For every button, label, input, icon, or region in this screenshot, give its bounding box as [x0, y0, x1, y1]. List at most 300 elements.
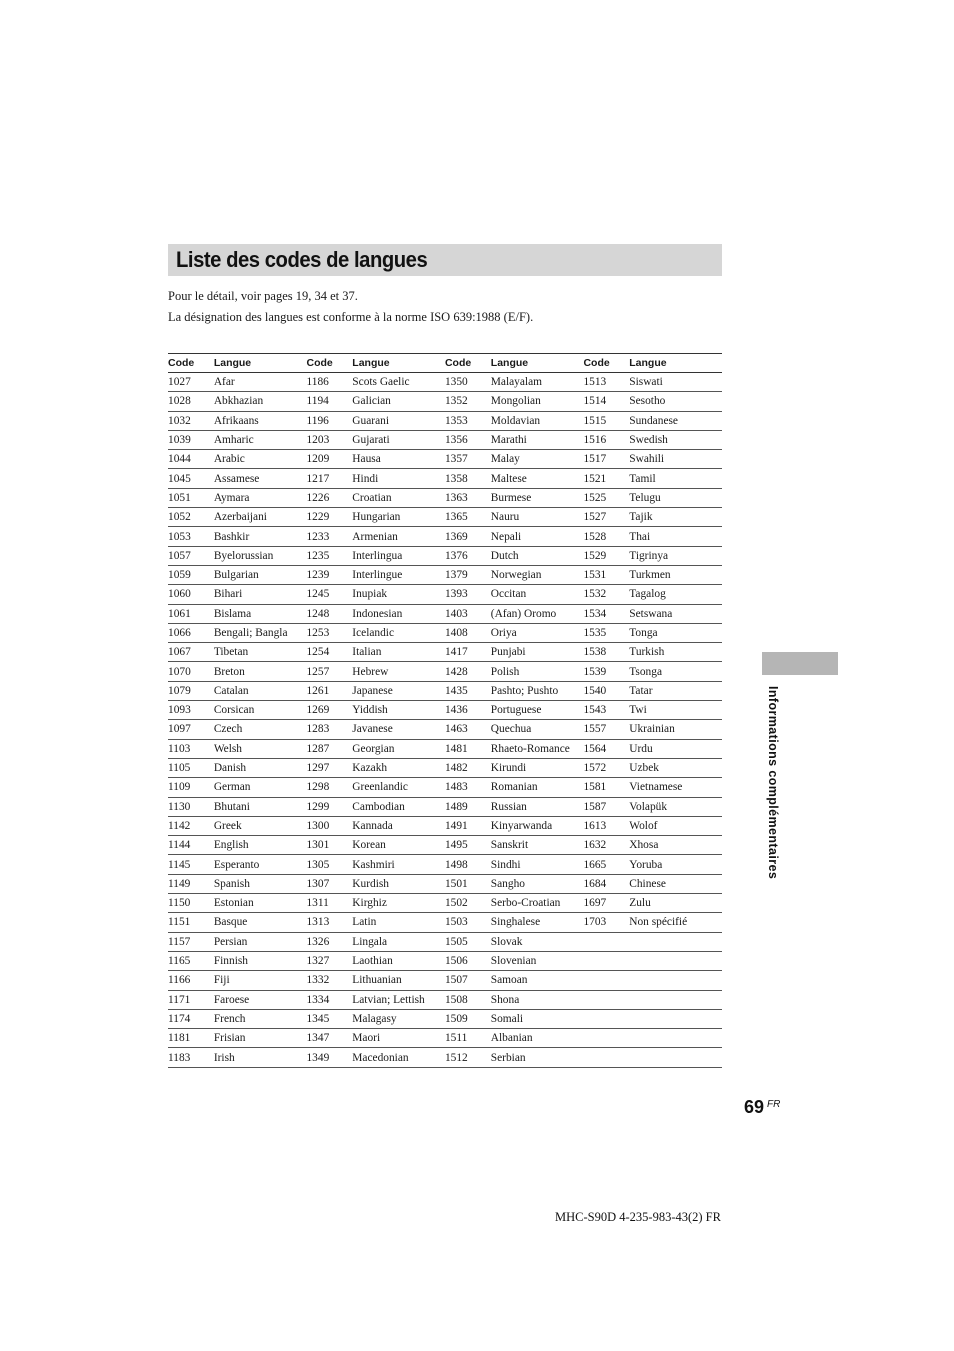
table-row	[168, 836, 722, 855]
code-cell: 1529	[583, 546, 629, 565]
table-row	[168, 932, 722, 951]
table-row	[168, 643, 722, 662]
language-cell: Romanian	[491, 778, 584, 797]
header-code: Code	[168, 354, 214, 373]
table-row	[168, 855, 722, 874]
language-cell: Nepali	[491, 527, 584, 546]
table-row	[168, 430, 722, 449]
code-cell: 1109	[168, 778, 214, 797]
code-cell: 1535	[583, 623, 629, 642]
language-cell: Kazakh	[352, 758, 445, 777]
language-cell: Javanese	[352, 720, 445, 739]
code-cell: 1066	[168, 623, 214, 642]
code-cell: 1057	[168, 546, 214, 565]
code-cell: 1511	[445, 1029, 491, 1048]
language-cell: Quechua	[491, 720, 584, 739]
language-cell: Mongolian	[491, 392, 584, 411]
language-cell: Afar	[214, 373, 307, 392]
code-cell: 1684	[583, 874, 629, 893]
code-cell: 1145	[168, 855, 214, 874]
header-language: Langue	[629, 354, 722, 373]
code-cell: 1226	[306, 488, 352, 507]
language-cell: French	[214, 1009, 307, 1028]
title-bar	[168, 244, 722, 276]
language-cell: Lithuanian	[352, 971, 445, 990]
code-cell: 1052	[168, 508, 214, 527]
language-cell: Sesotho	[629, 392, 722, 411]
code-cell: 1059	[168, 565, 214, 584]
code-cell: 1051	[168, 488, 214, 507]
code-cell: 1508	[445, 990, 491, 1009]
language-cell: Hausa	[352, 450, 445, 469]
language-cell: Chinese	[629, 874, 722, 893]
language-cell: Uzbek	[629, 758, 722, 777]
table-row	[168, 392, 722, 411]
language-cell: Russian	[491, 797, 584, 816]
table-row	[168, 816, 722, 835]
language-cell: Thai	[629, 527, 722, 546]
language-cell: Galician	[352, 392, 445, 411]
language-cell: Czech	[214, 720, 307, 739]
language-cell	[629, 1009, 722, 1028]
table-row	[168, 546, 722, 565]
intro-line-1: Pour le détail, voir pages 19, 34 et 37.	[168, 289, 358, 303]
code-cell: 1352	[445, 392, 491, 411]
code-cell: 1070	[168, 662, 214, 681]
code-cell: 1482	[445, 758, 491, 777]
code-cell: 1150	[168, 894, 214, 913]
code-cell: 1358	[445, 469, 491, 488]
code-cell	[583, 990, 629, 1009]
code-cell: 1257	[306, 662, 352, 681]
table-row	[168, 1048, 722, 1067]
footer-model-code: MHC-S90D 4-235-983-43(2) FR	[555, 1210, 721, 1224]
language-cell: Guarani	[352, 411, 445, 430]
code-cell: 1144	[168, 836, 214, 855]
language-cell: Japanese	[352, 681, 445, 700]
code-cell: 1703	[583, 913, 629, 932]
code-cell: 1217	[306, 469, 352, 488]
code-cell: 1301	[306, 836, 352, 855]
language-cell: Korean	[352, 836, 445, 855]
table-row	[168, 971, 722, 990]
code-cell: 1060	[168, 585, 214, 604]
code-cell: 1151	[168, 913, 214, 932]
code-cell: 1403	[445, 604, 491, 623]
language-cell: Xhosa	[629, 836, 722, 855]
language-cell	[629, 1048, 722, 1067]
code-cell: 1502	[445, 894, 491, 913]
code-cell: 1332	[306, 971, 352, 990]
language-cell: Singhalese	[491, 913, 584, 932]
language-cell: Abkhazian	[214, 392, 307, 411]
code-cell: 1130	[168, 797, 214, 816]
language-cell: Irish	[214, 1048, 307, 1067]
code-cell	[583, 971, 629, 990]
code-cell: 1307	[306, 874, 352, 893]
code-cell: 1539	[583, 662, 629, 681]
code-cell: 1532	[583, 585, 629, 604]
language-cell: Turkish	[629, 643, 722, 662]
language-cell: Nauru	[491, 508, 584, 527]
code-cell: 1093	[168, 701, 214, 720]
language-cell: Dutch	[491, 546, 584, 565]
language-cell: Kirundi	[491, 758, 584, 777]
language-cell: Samoan	[491, 971, 584, 990]
code-cell: 1345	[306, 1009, 352, 1028]
code-cell: 1428	[445, 662, 491, 681]
language-cell: Sangho	[491, 874, 584, 893]
language-cell: Vietnamese	[629, 778, 722, 797]
language-cell: Occitan	[491, 585, 584, 604]
page-language-suffix: FR	[767, 1099, 781, 1110]
code-cell: 1632	[583, 836, 629, 855]
code-cell: 1697	[583, 894, 629, 913]
language-cell: Arabic	[214, 450, 307, 469]
language-cell: Volapük	[629, 797, 722, 816]
language-cell: Hindi	[352, 469, 445, 488]
language-cell: Afrikaans	[214, 411, 307, 430]
code-cell: 1564	[583, 739, 629, 758]
table-row	[168, 469, 722, 488]
code-cell: 1103	[168, 739, 214, 758]
language-cell: Swedish	[629, 430, 722, 449]
page-title: Liste des codes de langues	[176, 247, 428, 272]
language-cell: Kurdish	[352, 874, 445, 893]
code-cell: 1365	[445, 508, 491, 527]
language-cell: Maltese	[491, 469, 584, 488]
code-cell: 1349	[306, 1048, 352, 1067]
language-cell	[629, 1029, 722, 1048]
code-cell: 1311	[306, 894, 352, 913]
language-cell: Tigrinya	[629, 546, 722, 565]
table-row	[168, 778, 722, 797]
code-cell: 1505	[445, 932, 491, 951]
code-cell: 1517	[583, 450, 629, 469]
language-cell: Macedonian	[352, 1048, 445, 1067]
code-cell: 1357	[445, 450, 491, 469]
code-cell: 1489	[445, 797, 491, 816]
code-cell: 1039	[168, 430, 214, 449]
language-cell: Assamese	[214, 469, 307, 488]
code-cell: 1353	[445, 411, 491, 430]
header-language: Langue	[214, 354, 307, 373]
language-cell: Urdu	[629, 739, 722, 758]
code-cell	[583, 1029, 629, 1048]
language-cell: Georgian	[352, 739, 445, 758]
code-cell: 1165	[168, 951, 214, 970]
language-cell: Turkmen	[629, 565, 722, 584]
code-cell: 1053	[168, 527, 214, 546]
language-cell: Moldavian	[491, 411, 584, 430]
code-cell: 1183	[168, 1048, 214, 1067]
language-cell: Tibetan	[214, 643, 307, 662]
code-cell: 1044	[168, 450, 214, 469]
language-cell: Hungarian	[352, 508, 445, 527]
code-cell: 1665	[583, 855, 629, 874]
code-cell: 1245	[306, 585, 352, 604]
code-cell: 1531	[583, 565, 629, 584]
code-cell: 1503	[445, 913, 491, 932]
language-cell: Croatian	[352, 488, 445, 507]
code-cell: 1149	[168, 874, 214, 893]
code-cell: 1408	[445, 623, 491, 642]
language-cell: Kinyarwanda	[491, 816, 584, 835]
language-cell: Azerbaijani	[214, 508, 307, 527]
language-cell: Sanskrit	[491, 836, 584, 855]
language-cell: Inupiak	[352, 585, 445, 604]
code-cell: 1369	[445, 527, 491, 546]
code-cell: 1300	[306, 816, 352, 835]
code-cell: 1491	[445, 816, 491, 835]
language-cell: Estonian	[214, 894, 307, 913]
code-cell: 1516	[583, 430, 629, 449]
table-row	[168, 758, 722, 777]
header-code: Code	[445, 354, 491, 373]
code-cell: 1209	[306, 450, 352, 469]
language-cell: Welsh	[214, 739, 307, 758]
language-cell: Bihari	[214, 585, 307, 604]
language-cell: Basque	[214, 913, 307, 932]
code-cell: 1254	[306, 643, 352, 662]
language-cell: Slovenian	[491, 951, 584, 970]
language-cell: Serbo-Croatian	[491, 894, 584, 913]
language-cell: Somali	[491, 1009, 584, 1028]
code-cell: 1297	[306, 758, 352, 777]
code-cell: 1509	[445, 1009, 491, 1028]
table-row	[168, 951, 722, 970]
code-cell: 1235	[306, 546, 352, 565]
language-cell: Bislama	[214, 604, 307, 623]
code-cell: 1540	[583, 681, 629, 700]
code-cell: 1305	[306, 855, 352, 874]
code-cell: 1253	[306, 623, 352, 642]
language-cell: Tonga	[629, 623, 722, 642]
table-row	[168, 411, 722, 430]
language-cell: Persian	[214, 932, 307, 951]
section-tab	[762, 652, 838, 675]
code-cell: 1313	[306, 913, 352, 932]
code-cell: 1298	[306, 778, 352, 797]
code-cell: 1435	[445, 681, 491, 700]
code-cell: 1105	[168, 758, 214, 777]
code-cell: 1581	[583, 778, 629, 797]
table-row	[168, 990, 722, 1009]
code-cell: 1032	[168, 411, 214, 430]
language-cell: Frisian	[214, 1029, 307, 1048]
code-cell: 1534	[583, 604, 629, 623]
language-cell: (Afan) Oromo	[491, 604, 584, 623]
language-cell: Tamil	[629, 469, 722, 488]
language-cell: Gujarati	[352, 430, 445, 449]
code-cell: 1181	[168, 1029, 214, 1048]
code-cell: 1538	[583, 643, 629, 662]
language-cell: Yoruba	[629, 855, 722, 874]
language-cell: Serbian	[491, 1048, 584, 1067]
code-cell	[583, 932, 629, 951]
language-cell: Siswati	[629, 373, 722, 392]
language-cell: Bengali; Bangla	[214, 623, 307, 642]
code-cell: 1514	[583, 392, 629, 411]
table-row	[168, 681, 722, 700]
code-cell: 1028	[168, 392, 214, 411]
language-cell: Indonesian	[352, 604, 445, 623]
code-cell: 1067	[168, 643, 214, 662]
code-cell: 1142	[168, 816, 214, 835]
language-cell: Aymara	[214, 488, 307, 507]
language-cell: Hebrew	[352, 662, 445, 681]
language-cell: Rhaeto-Romance	[491, 739, 584, 758]
table-row	[168, 623, 722, 642]
language-cell: Bashkir	[214, 527, 307, 546]
language-cell: Kirghiz	[352, 894, 445, 913]
language-cell: Tagalog	[629, 585, 722, 604]
language-cell: Sundanese	[629, 411, 722, 430]
code-cell: 1512	[445, 1048, 491, 1067]
language-cell: Lingala	[352, 932, 445, 951]
language-cell: Zulu	[629, 894, 722, 913]
table-row	[168, 1009, 722, 1028]
language-cell	[629, 990, 722, 1009]
code-cell: 1417	[445, 643, 491, 662]
code-cell: 1327	[306, 951, 352, 970]
language-cell: Finnish	[214, 951, 307, 970]
code-cell	[583, 1009, 629, 1028]
language-cell: Fiji	[214, 971, 307, 990]
code-cell: 1269	[306, 701, 352, 720]
language-cell: Interlingue	[352, 565, 445, 584]
language-cell: Setswana	[629, 604, 722, 623]
language-cell: Icelandic	[352, 623, 445, 642]
table-row	[168, 797, 722, 816]
header-language: Langue	[491, 354, 584, 373]
code-cell: 1347	[306, 1029, 352, 1048]
code-cell: 1436	[445, 701, 491, 720]
language-cell: Non spécifié	[629, 913, 722, 932]
code-cell: 1283	[306, 720, 352, 739]
code-cell: 1572	[583, 758, 629, 777]
language-cell: Byelorussian	[214, 546, 307, 565]
header-code: Code	[583, 354, 629, 373]
code-cell: 1196	[306, 411, 352, 430]
code-cell: 1229	[306, 508, 352, 527]
code-cell: 1543	[583, 701, 629, 720]
language-cell: Latin	[352, 913, 445, 932]
code-cell: 1079	[168, 681, 214, 700]
code-cell: 1239	[306, 565, 352, 584]
code-cell: 1356	[445, 430, 491, 449]
language-cell: English	[214, 836, 307, 855]
code-cell: 1481	[445, 739, 491, 758]
code-cell: 1557	[583, 720, 629, 739]
language-cell: Malayalam	[491, 373, 584, 392]
language-cell: Pashto; Pushto	[491, 681, 584, 700]
code-cell: 1166	[168, 971, 214, 990]
language-cell: Wolof	[629, 816, 722, 835]
code-cell: 1334	[306, 990, 352, 1009]
language-cell: Swahili	[629, 450, 722, 469]
language-cell	[629, 951, 722, 970]
code-cell: 1393	[445, 585, 491, 604]
code-cell: 1326	[306, 932, 352, 951]
language-cell: Armenian	[352, 527, 445, 546]
code-cell: 1350	[445, 373, 491, 392]
table-row	[168, 604, 722, 623]
table-row	[168, 720, 722, 739]
language-cell: Kannada	[352, 816, 445, 835]
language-cell: Tsonga	[629, 662, 722, 681]
language-cell: Burmese	[491, 488, 584, 507]
language-cell	[629, 971, 722, 990]
table-row	[168, 701, 722, 720]
language-cell: Greek	[214, 816, 307, 835]
table-row	[168, 662, 722, 681]
code-cell	[583, 951, 629, 970]
code-cell: 1287	[306, 739, 352, 758]
language-cell: Tatar	[629, 681, 722, 700]
code-cell: 1299	[306, 797, 352, 816]
page-number: 69	[744, 1097, 765, 1117]
language-cell: Amharic	[214, 430, 307, 449]
code-cell: 1513	[583, 373, 629, 392]
language-cell: Latvian; Lettish	[352, 990, 445, 1009]
code-cell: 1171	[168, 990, 214, 1009]
table-row	[168, 739, 722, 758]
language-cell: Marathi	[491, 430, 584, 449]
language-cell: Faroese	[214, 990, 307, 1009]
code-cell: 1515	[583, 411, 629, 430]
code-cell: 1261	[306, 681, 352, 700]
code-cell: 1186	[306, 373, 352, 392]
table-row	[168, 894, 722, 913]
code-cell: 1376	[445, 546, 491, 565]
language-cell: Twi	[629, 701, 722, 720]
code-cell: 1045	[168, 469, 214, 488]
table-row	[168, 488, 722, 507]
section-label: Informations complémentaires	[766, 686, 780, 880]
code-cell: 1248	[306, 604, 352, 623]
table-row	[168, 508, 722, 527]
table-row	[168, 585, 722, 604]
code-cell: 1527	[583, 508, 629, 527]
language-cell: Yiddish	[352, 701, 445, 720]
code-cell: 1233	[306, 527, 352, 546]
language-cell: Spanish	[214, 874, 307, 893]
code-cell: 1521	[583, 469, 629, 488]
table-row	[168, 527, 722, 546]
language-cell: Telugu	[629, 488, 722, 507]
language-cell: Albanian	[491, 1029, 584, 1048]
language-cell: German	[214, 778, 307, 797]
language-cell: Oriya	[491, 623, 584, 642]
code-cell: 1379	[445, 565, 491, 584]
code-cell: 1525	[583, 488, 629, 507]
language-cell: Maori	[352, 1029, 445, 1048]
language-code-table	[168, 353, 722, 1068]
code-cell: 1097	[168, 720, 214, 739]
language-cell: Laothian	[352, 951, 445, 970]
language-cell: Shona	[491, 990, 584, 1009]
language-cell: Corsican	[214, 701, 307, 720]
language-cell: Breton	[214, 662, 307, 681]
table-row	[168, 565, 722, 584]
language-cell: Slovak	[491, 932, 584, 951]
table-body	[168, 373, 722, 1068]
code-cell: 1498	[445, 855, 491, 874]
table-row	[168, 450, 722, 469]
code-cell: 1061	[168, 604, 214, 623]
language-cell: Sindhi	[491, 855, 584, 874]
